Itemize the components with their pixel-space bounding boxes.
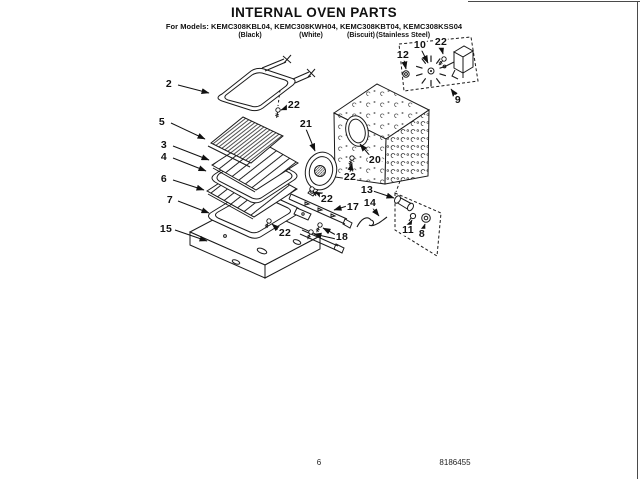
- callout-6-oven-rack: 6: [160, 172, 168, 185]
- callout-7-bake-element: 7: [166, 193, 174, 206]
- callout-5-broil-grid: 5: [158, 115, 166, 128]
- finish-stainless: (Stainless Steel): [375, 32, 431, 39]
- callout-3-oven-rack: 3: [160, 138, 168, 151]
- callout-22-cavity-screw: 22: [343, 170, 357, 183]
- callout-22-element-screw: 22: [278, 226, 292, 239]
- callout-18-screws: 18: [335, 230, 349, 243]
- finish-white: (White): [299, 32, 323, 39]
- callout-22-fan-screw: 22: [320, 192, 334, 205]
- callout-14-clip: 14: [363, 196, 377, 209]
- callout-2-broil-element: 2: [165, 77, 173, 90]
- models-line: For Models: KEMC308KBL04, KEMC308KWH04, KEMC308KBT04, KEMC308KSS04: [165, 22, 463, 31]
- finish-black: (Black): [238, 32, 262, 39]
- callout-21-fan-cover: 21: [299, 117, 313, 130]
- callout-8-socket: 8: [418, 227, 426, 240]
- callout-4-broil-pan: 4: [160, 150, 168, 163]
- callout-12-nut: 12: [396, 48, 410, 61]
- callout-20-fan-ring: 20: [368, 153, 382, 166]
- callout-22-broil-screw: 22: [287, 98, 301, 111]
- light-clip-drawing: [357, 217, 387, 227]
- page-number: 6: [316, 458, 322, 467]
- callout-9-motor-kit: 9: [454, 93, 462, 106]
- callout-17-bracket: 17: [346, 200, 360, 213]
- finish-biscuit: (Biscuit): [347, 32, 375, 39]
- callout-13-light-lens: 13: [360, 183, 374, 196]
- broil-screw-drawing: [274, 107, 280, 118]
- bracket-screw-a-drawing: [315, 222, 323, 233]
- callout-15-oven-bottom: 15: [159, 222, 173, 235]
- document-number: 8186455: [439, 458, 471, 467]
- callout-22-motor-screw: 22: [434, 35, 448, 48]
- page-title: INTERNAL OVEN PARTS: [230, 5, 398, 20]
- callout-11-bulb: 11: [402, 223, 414, 236]
- callout-10-fan-blade: 10: [413, 38, 427, 51]
